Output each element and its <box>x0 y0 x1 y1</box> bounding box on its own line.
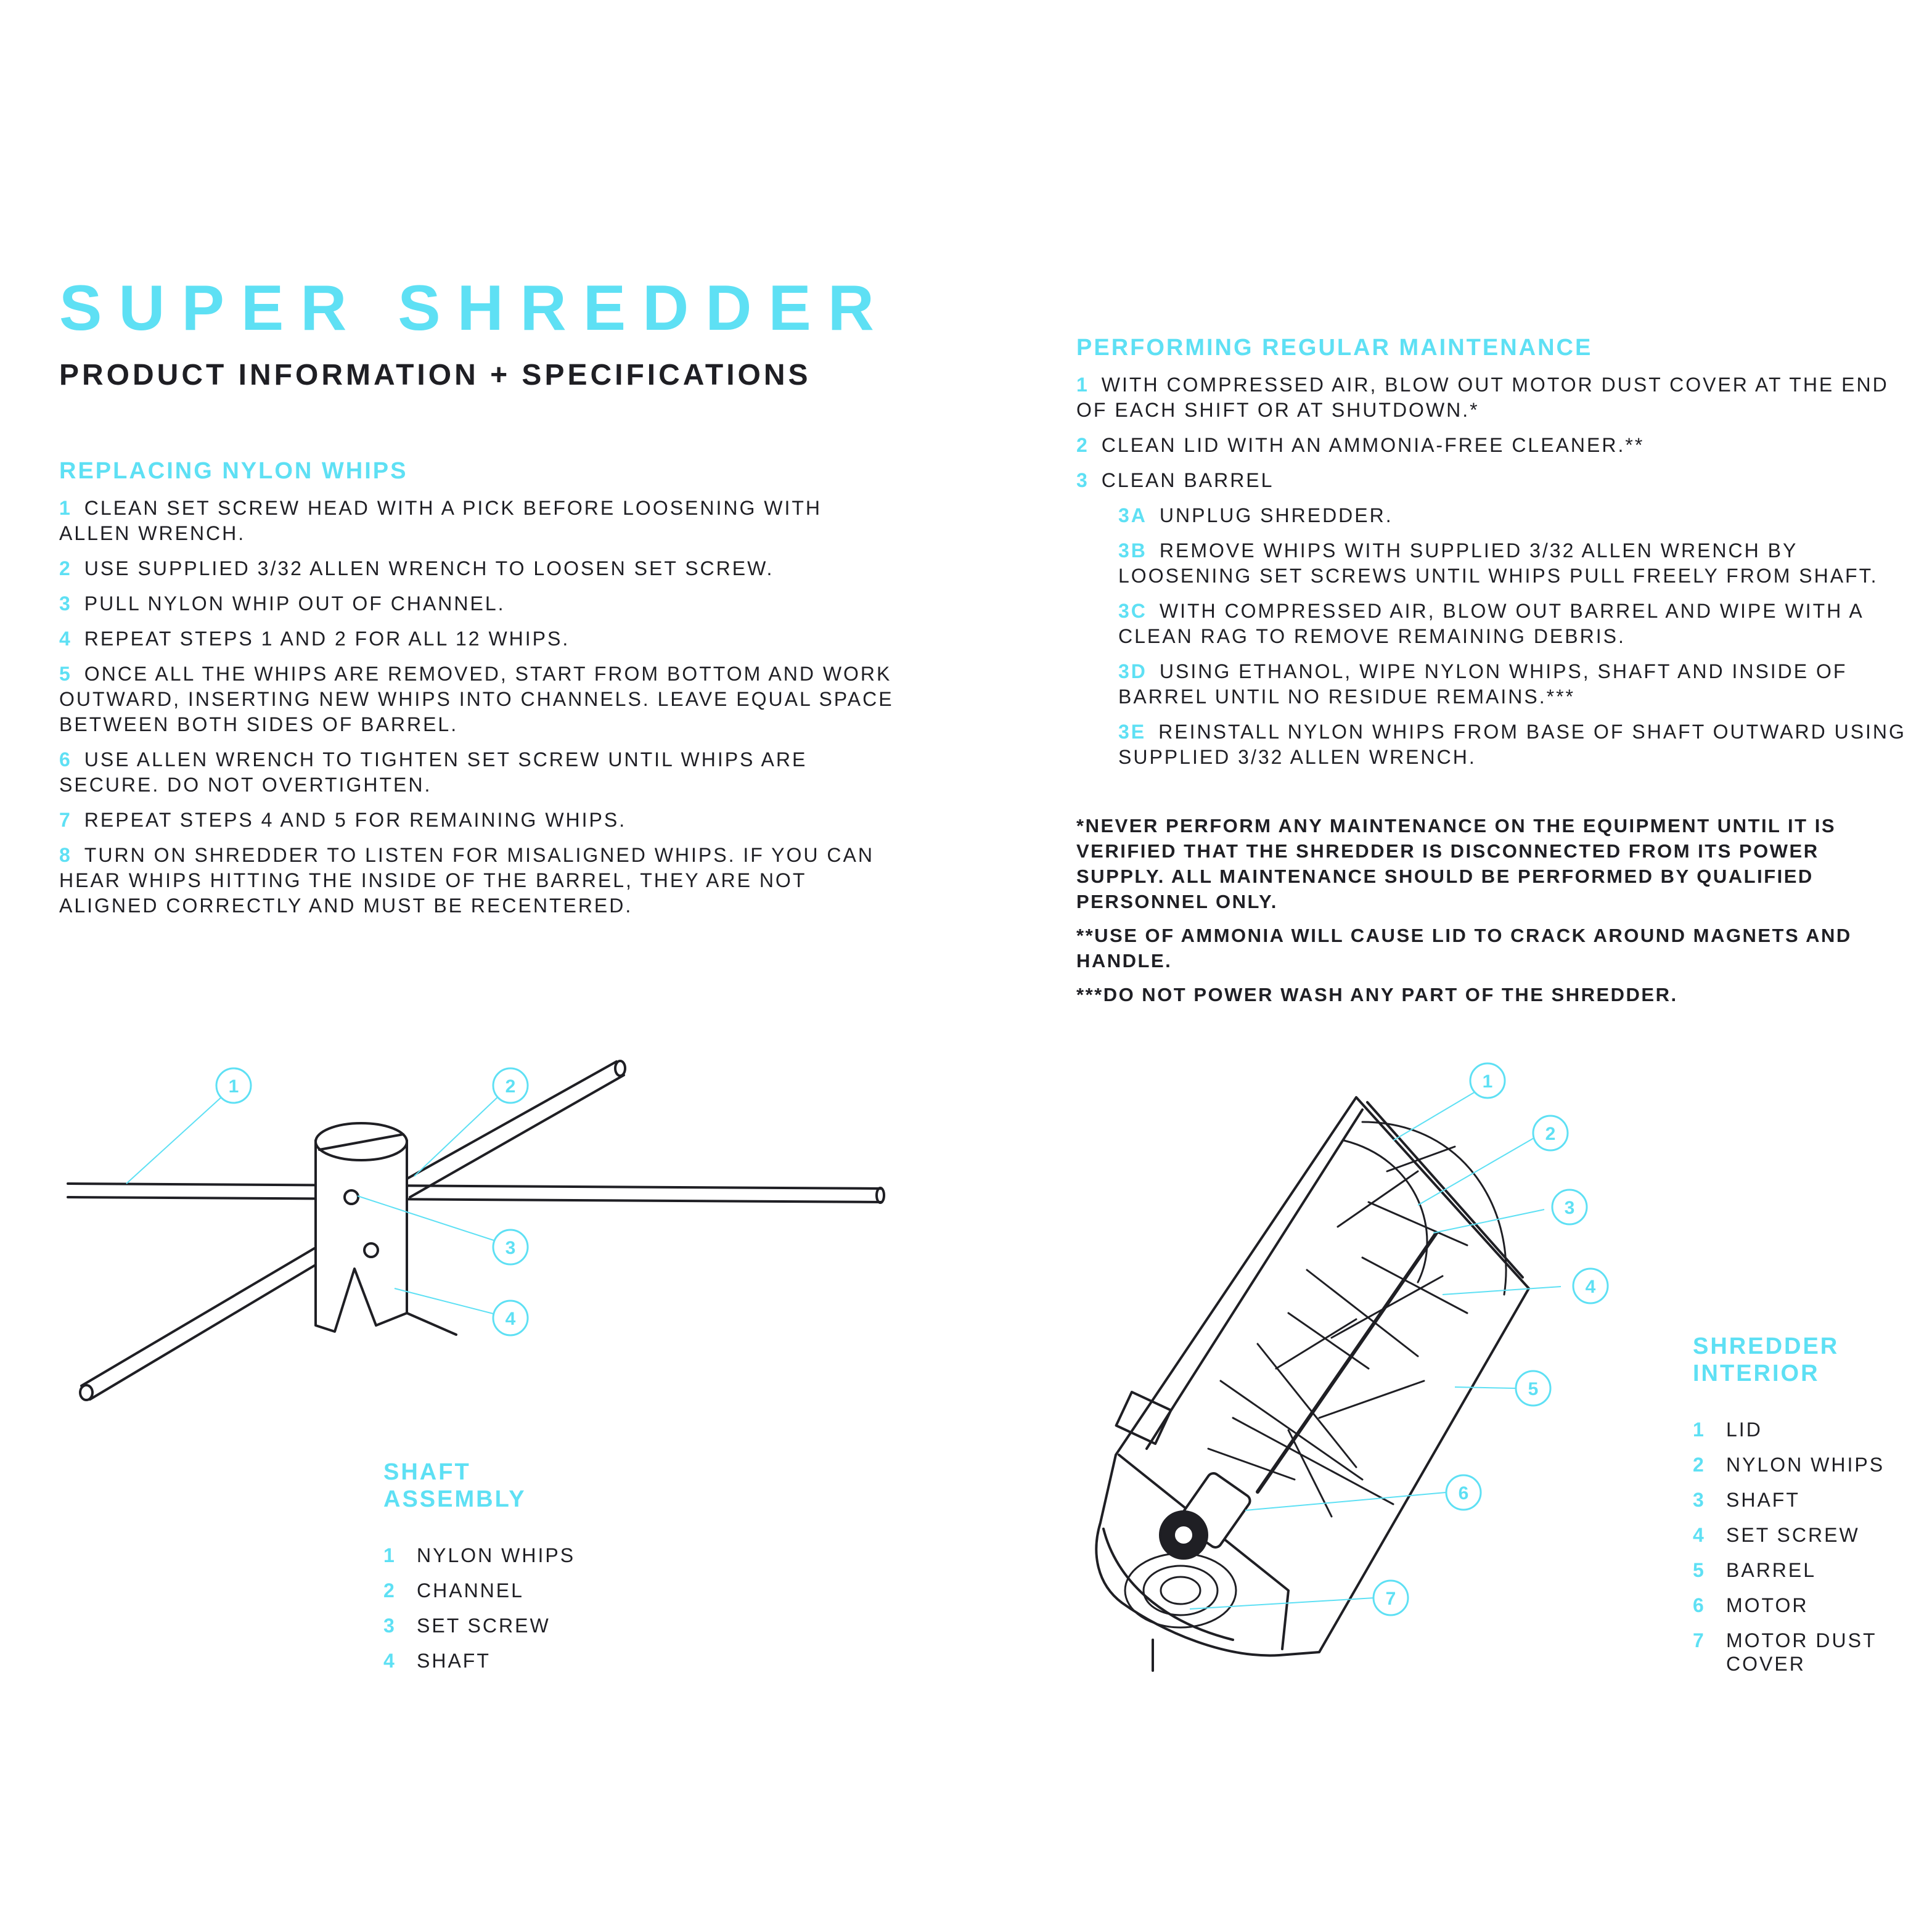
step-number: 1 <box>59 497 72 519</box>
step-number: 8 <box>59 844 72 866</box>
step-item <box>59 747 898 798</box>
step-text: USE ALLEN WRENCH TO TIGHTEN SET SCREW UNTIL WHIPS ARE SECURE. DO NOT OVERTIGHTEN. <box>59 748 808 796</box>
legend-label: MOTOR <box>1726 1594 1809 1616</box>
step-item <box>1118 503 1909 528</box>
step-number: 6 <box>59 748 72 771</box>
shaft-callout-4: 4 <box>505 1309 516 1329</box>
interior-callout-7: 7 <box>1385 1589 1396 1609</box>
shredder-interior-illustration <box>1073 1048 1627 1689</box>
legend-item <box>383 1579 692 1602</box>
step-text: CLEAN SET SCREW HEAD WITH A PICK BEFORE LOOSENING WITH ALLEN WRENCH. <box>59 497 822 544</box>
step-number: 3 <box>59 592 72 615</box>
shaft-assembly-illustration <box>0 1036 962 1430</box>
step-number: 2 <box>1076 434 1089 456</box>
step-item <box>1118 599 1909 649</box>
legend-number: 7 <box>1693 1629 1706 1652</box>
step-text: REINSTALL NYLON WHIPS FROM BASE OF SHAFT OUTWARD USING SUPPLIED 3/32 ALLEN WRENCH. <box>1118 721 1906 768</box>
page-title: SUPER SHREDDER <box>59 272 891 344</box>
step-item <box>1076 468 1909 493</box>
step-text: TURN ON SHREDDER TO LISTEN FOR MISALIGNED WHIPS. IF YOU CAN HEAR WHIPS HITTING THE INSIDE OF THE BARREL, THEY ARE NOT ALIGNED CORRECTLY AND MUST BE RECENTERED. <box>59 844 874 917</box>
legend-label: NYLON WHIPS <box>1726 1454 1885 1476</box>
step-item <box>59 626 898 652</box>
legend-label: MOTOR DUST COVER <box>1726 1629 1877 1675</box>
step-text: PULL NYLON WHIP OUT OF CHANNEL. <box>84 592 506 615</box>
legend-number: 1 <box>1693 1418 1706 1441</box>
legend-label: SET SCREW <box>417 1615 551 1637</box>
step-text: REPEAT STEPS 4 AND 5 FOR REMAINING WHIPS. <box>84 809 627 831</box>
shaft-legend-list <box>383 1544 692 1672</box>
step-text: REMOVE WHIPS WITH SUPPLIED 3/32 ALLEN WRENCH BY LOOSENING SET SCREWS UNTIL WHIPS PULL FREELY FROM SHAFT. <box>1118 539 1878 587</box>
legend-item <box>1693 1594 1915 1617</box>
step-text: UNPLUG SHREDDER. <box>1159 504 1393 526</box>
legend-number: 2 <box>1693 1454 1706 1476</box>
interior-callout-3: 3 <box>1564 1198 1575 1218</box>
shaft-assembly-legend <box>383 1459 692 1684</box>
interior-heading-line2: INTERIOR <box>1693 1361 1820 1386</box>
replacing-steps-list <box>59 496 898 919</box>
step-number: 7 <box>59 809 72 831</box>
legend-number: 1 <box>383 1544 396 1566</box>
step-text: ONCE ALL THE WHIPS ARE REMOVED, START FROM BOTTOM AND WORK OUTWARD, INSERTING NEW WHIPS INTO CHANNELS. LEAVE EQUAL SPACE BETWEEN BOTH SIDES OF BARREL. <box>59 663 894 735</box>
legend-item <box>1693 1488 1915 1512</box>
section-heading-replacing: REPLACING NYLON WHIPS <box>59 458 408 484</box>
step-text: USE SUPPLIED 3/32 ALLEN WRENCH TO LOOSEN SET SCREW. <box>84 557 774 579</box>
legend-item <box>383 1649 692 1672</box>
step-item <box>59 556 898 581</box>
interior-callout-4: 4 <box>1585 1277 1596 1297</box>
shredder-interior-heading <box>1693 1333 1915 1387</box>
footnote: **USE OF AMMONIA WILL CAUSE LID TO CRACK AROUND MAGNETS AND HANDLE. <box>1076 925 1852 972</box>
replacing-section <box>59 457 898 928</box>
shredder-interior-legend <box>1693 1333 1915 1687</box>
step-item <box>59 591 898 616</box>
step-text: USING ETHANOL, WIPE NYLON WHIPS, SHAFT AND INSIDE OF BARREL UNTIL NO RESIDUE REMAINS.*** <box>1118 660 1848 708</box>
legend-number: 6 <box>1693 1594 1706 1616</box>
legend-number: 3 <box>1693 1489 1706 1511</box>
legend-label: CHANNEL <box>417 1579 524 1602</box>
shaft-heading-line2: ASSEMBLY <box>383 1486 526 1512</box>
legend-label: SHAFT <box>1726 1489 1800 1511</box>
shaft-callout-2: 2 <box>505 1076 516 1097</box>
legend-number: 3 <box>383 1615 396 1637</box>
step-text: CLEAN BARREL <box>1101 469 1274 491</box>
step-item <box>59 808 898 833</box>
legend-number: 4 <box>383 1650 396 1672</box>
legend-item <box>1693 1629 1915 1676</box>
legend-label: LID <box>1726 1418 1762 1441</box>
step-item <box>1118 659 1909 710</box>
maintenance-steps-list <box>1076 372 1909 493</box>
legend-label: SHAFT <box>417 1650 491 1672</box>
legend-number: 4 <box>1693 1524 1706 1546</box>
step-number: 3D <box>1118 660 1147 682</box>
shaft-heading-line1: SHAFT <box>383 1459 471 1485</box>
step-number: 3C <box>1118 600 1147 622</box>
footnote: ***DO NOT POWER WASH ANY PART OF THE SHREDDER. <box>1076 984 1678 1005</box>
legend-item <box>1693 1558 1915 1582</box>
step-item <box>59 843 898 919</box>
legend-label: NYLON WHIPS <box>417 1544 576 1566</box>
step-number: 3A <box>1118 504 1147 526</box>
step-number: 1 <box>1076 374 1089 396</box>
step-item <box>59 496 898 546</box>
step-text: WITH COMPRESSED AIR, BLOW OUT BARREL AND WIPE WITH A CLEAN RAG TO REMOVE REMAINING DEBRIS. <box>1118 600 1863 647</box>
shaft-assembly-heading <box>383 1459 692 1513</box>
shaft-callout-3: 3 <box>505 1238 516 1258</box>
shaft-callout-1: 1 <box>228 1076 239 1097</box>
legend-item <box>1693 1453 1915 1476</box>
step-item <box>1118 538 1909 589</box>
legend-item <box>1693 1418 1915 1441</box>
interior-callout-2: 2 <box>1545 1124 1556 1144</box>
interior-callout-6: 6 <box>1458 1483 1469 1504</box>
maintenance-notes <box>1076 813 1909 1007</box>
maintenance-substeps-list <box>1076 503 1909 770</box>
interior-callout-5: 5 <box>1528 1379 1539 1399</box>
step-item <box>1118 719 1909 770</box>
step-text: CLEAN LID WITH AN AMMONIA-FREE CLEANER.** <box>1101 434 1645 456</box>
step-number: 3B <box>1118 539 1147 562</box>
legend-item <box>383 1614 692 1637</box>
legend-item <box>383 1544 692 1567</box>
step-number: 3E <box>1118 721 1147 743</box>
legend-label: SET SCREW <box>1726 1524 1860 1546</box>
step-number: 5 <box>59 663 72 685</box>
interior-heading-line1: SHREDDER <box>1693 1333 1840 1359</box>
legend-label: BARREL <box>1726 1559 1817 1581</box>
step-item <box>1076 433 1909 458</box>
legend-item <box>1693 1523 1915 1547</box>
footnote: *NEVER PERFORM ANY MAINTENANCE ON THE EQUIPMENT UNTIL IT IS VERIFIED THAT THE SHREDDER IS DISCONNECTED FROM ITS POWER SUPPLY. ALL MAINTENANCE SHOULD BE PERFORMED BY QUALIFIED PERSONNEL ONLY. <box>1076 815 1836 912</box>
step-number: 4 <box>59 628 72 650</box>
legend-number: 2 <box>383 1579 396 1602</box>
step-text: WITH COMPRESSED AIR, BLOW OUT MOTOR DUST COVER AT THE END OF EACH SHIFT OR AT SHUTDOWN.* <box>1076 374 1889 421</box>
interior-legend-list <box>1693 1418 1915 1676</box>
step-number: 3 <box>1076 469 1089 491</box>
interior-callout-1: 1 <box>1482 1071 1493 1092</box>
section-heading-maintenance: PERFORMING REGULAR MAINTENANCE <box>1076 335 1593 361</box>
step-item <box>1076 372 1909 423</box>
step-item <box>59 661 898 737</box>
page-subtitle: PRODUCT INFORMATION + SPECIFICATIONS <box>59 359 811 391</box>
maintenance-section <box>1076 334 1909 1016</box>
step-number: 2 <box>59 557 72 579</box>
step-text: REPEAT STEPS 1 AND 2 FOR ALL 12 WHIPS. <box>84 628 570 650</box>
legend-number: 5 <box>1693 1559 1706 1581</box>
